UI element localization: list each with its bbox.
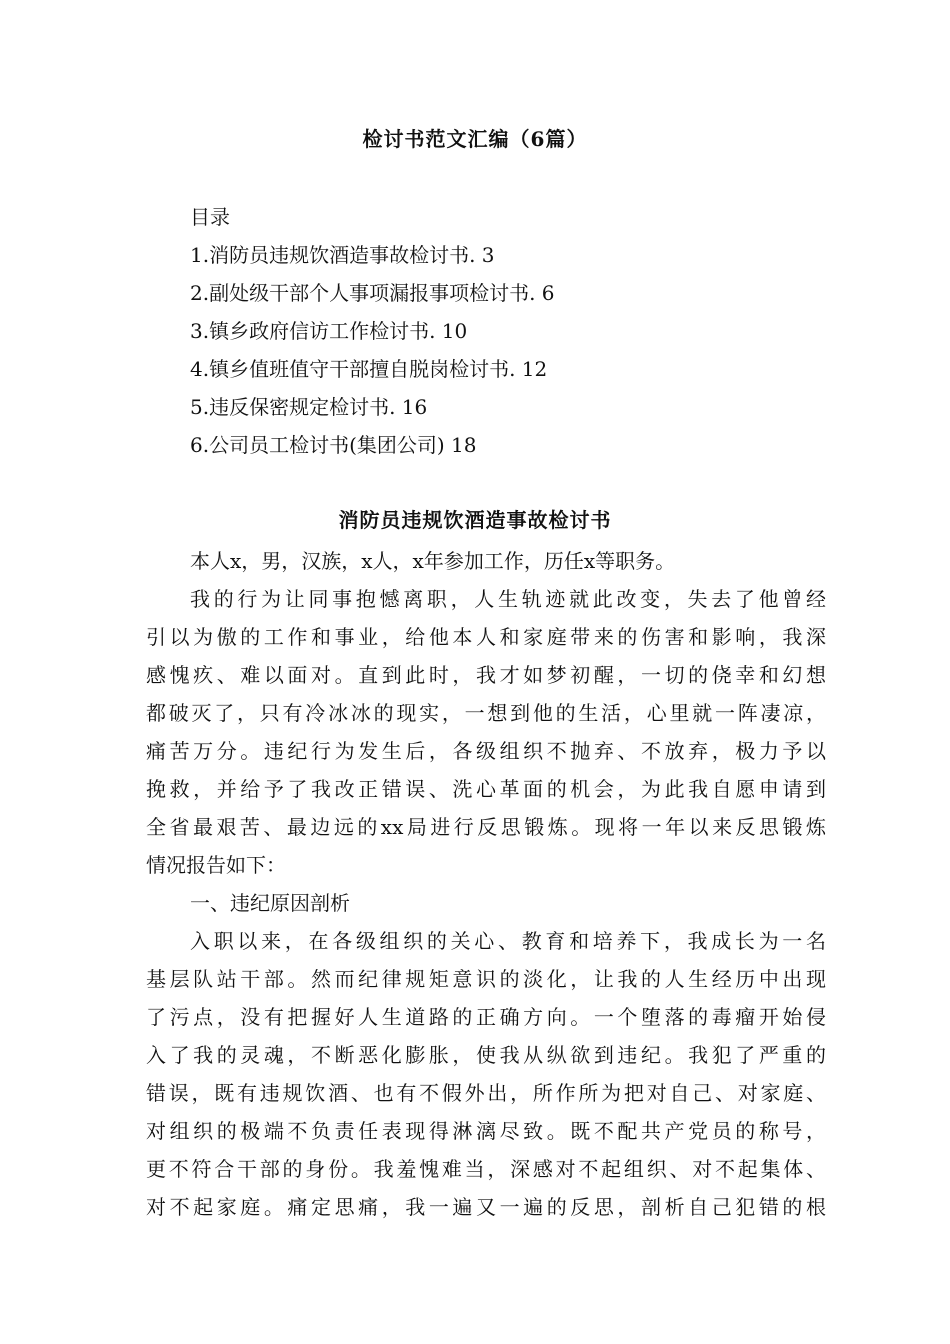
paragraph-line: 本人x，男，汉族，x人，x年参加工作，历任x等职务。 (190, 549, 676, 573)
paragraph-line: 入职以来，在各级组织的关心、教育和培养下，我成长为一名 (190, 929, 826, 953)
paragraph-line: 错误，既有违规饮酒、也有不假外出，所作所为把对自己、对家庭、 (146, 1081, 826, 1105)
toc-item[interactable]: 6.公司员工检讨书(集团公司) 18 (190, 433, 477, 457)
paragraph-line: 基层队站干部。然而纪律规矩意识的淡化，让我的人生经历中出现 (146, 967, 826, 991)
toc-item[interactable]: 4.镇乡值班值守干部擅自脱岗检讨书. 12 (190, 357, 548, 381)
section-title: 消防员违规饮酒造事故检讨书 (338, 508, 612, 532)
paragraph-line: 引以为傲的工作和事业，给他本人和家庭带来的伤害和影响，我深 (146, 625, 826, 649)
toc-heading: 目录 (190, 205, 230, 229)
paragraph-line: 都破灭了，只有冷冰冰的现实，一想到他的生活，心里就一阵凄凉， (146, 701, 826, 725)
section-body (146, 542, 826, 1226)
toc-item[interactable]: 1.消防员违规饮酒造事故检讨书. 3 (190, 243, 495, 267)
paragraph-line: 了污点，没有把握好人生道路的正确方向。一个堕落的毒瘤开始侵 (146, 1005, 826, 1029)
paragraph-line: 情况报告如下： (146, 853, 286, 877)
toc-item[interactable]: 5.违反保密规定检讨书. 16 (190, 395, 428, 419)
paragraph-line: 对组织的极端不负责任表现得淋漓尽致。既不配共产党员的称号， (146, 1119, 826, 1143)
paragraph-line: 痛苦万分。违纪行为发生后，各级组织不抛弃、不放弃，极力予以 (146, 739, 826, 763)
paragraph-line: 挽救，并给予了我改正错误、洗心革面的机会，为此我自愿申请到 (146, 777, 826, 801)
toc-item[interactable]: 2.副处级干部个人事项漏报事项检讨书. 6 (190, 281, 555, 305)
subheading: 一、违纪原因剖析 (190, 891, 350, 915)
paragraph-line: 更不符合干部的身份。我羞愧难当，深感对不起组织、对不起集体、 (146, 1157, 826, 1181)
paragraph-line: 感愧疚、难以面对。直到此时，我才如梦初醒，一切的侥幸和幻想 (146, 663, 826, 687)
table-of-contents (190, 198, 830, 464)
paragraph-line: 我的行为让同事抱憾离职，人生轨迹就此改变，失去了他曾经 (190, 587, 826, 611)
toc-item[interactable]: 3.镇乡政府信访工作检讨书. 10 (190, 319, 468, 343)
document-title: 检讨书范文汇编（6篇） (362, 127, 588, 151)
paragraph-line: 入了我的灵魂，不断恶化膨胀，使我从纵欲到违纪。我犯了严重的 (146, 1043, 826, 1067)
paragraph-line: 全省最艰苦、最边远的xx局进行反思锻炼。现将一年以来反思锻炼 (146, 815, 826, 839)
paragraph-line: 对不起家庭。痛定思痛，我一遍又一遍的反思，剖析自己犯错的根 (146, 1195, 826, 1219)
